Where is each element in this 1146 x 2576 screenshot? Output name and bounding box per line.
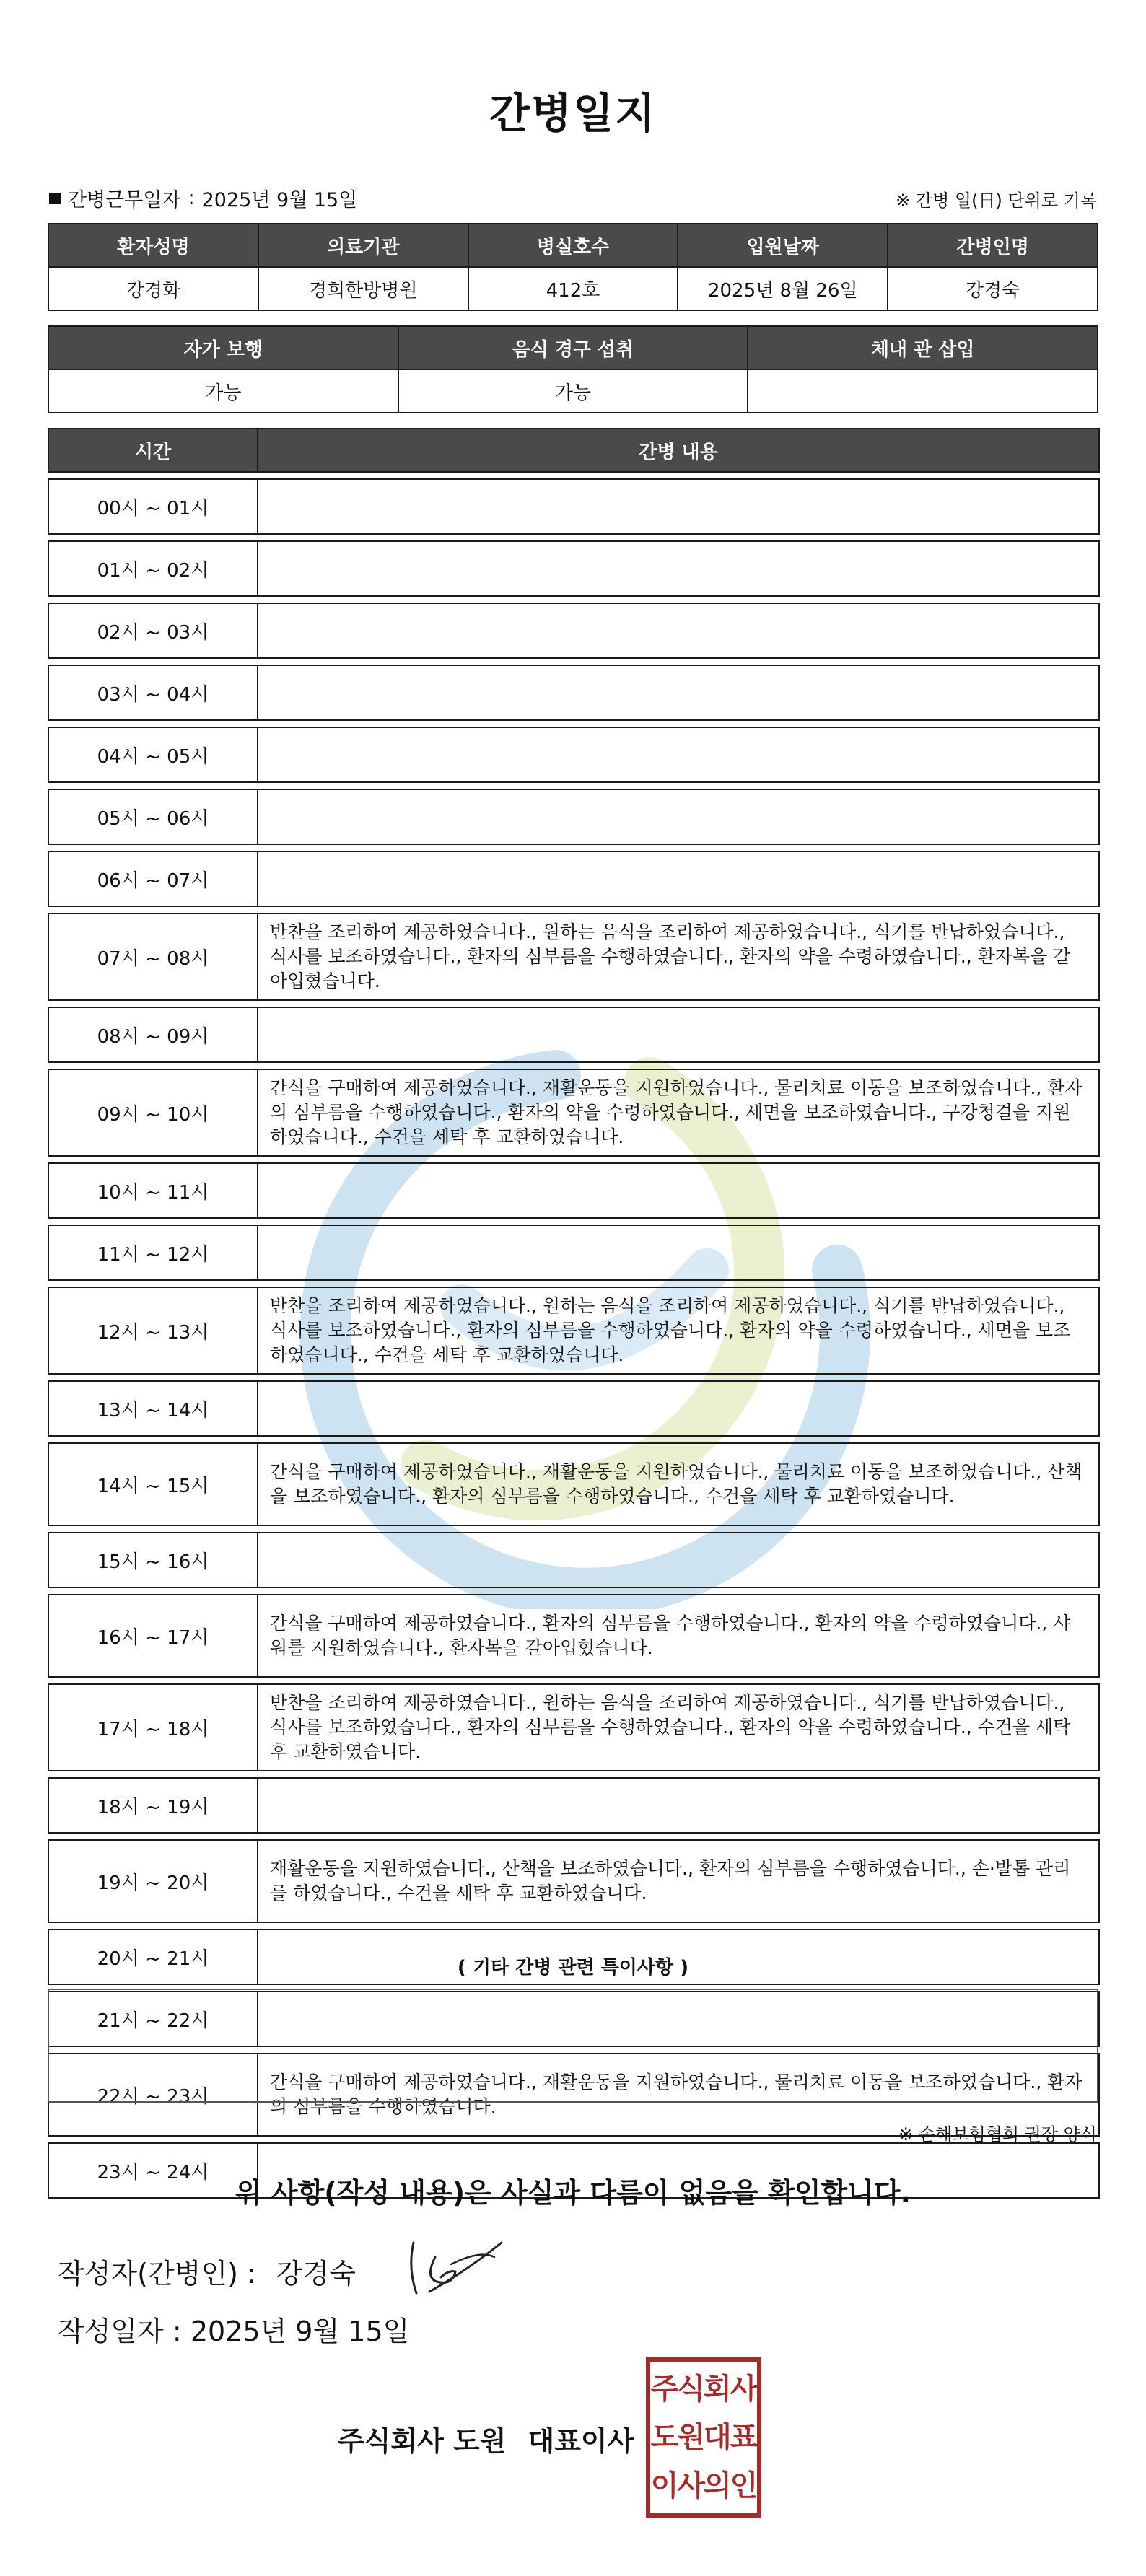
- log-header-row: [48, 429, 1099, 472]
- row-spacer: [48, 720, 1099, 727]
- oral-intake-value: 가능: [398, 369, 748, 413]
- time-slot-cell: 06시 ~ 07시: [48, 851, 258, 906]
- care-content-cell: [258, 479, 1099, 534]
- time-slot-cell: 01시 ~ 02시: [48, 541, 258, 596]
- row-spacer: [48, 1525, 1099, 1533]
- time-slot-cell: 08시 ~ 09시: [48, 1007, 258, 1062]
- row-spacer-cell: [48, 596, 1099, 603]
- header-self-walking: 자가 보행: [48, 326, 398, 369]
- time-slot-cell: 02시 ~ 03시: [48, 603, 258, 658]
- hourly-care-log-table: [48, 428, 1100, 2199]
- document-title: 간병일지: [489, 89, 657, 138]
- header-care-content: 간병 내용: [258, 429, 1099, 472]
- table-row: [48, 1533, 1099, 1587]
- care-content-cell: 반찬을 조리하여 제공하였습니다., 원하는 음식을 조리하여 제공하였습니다., 식기를 반납하였습니다., 식사를 보조하였습니다., 환자의 심부름을 수행하였습니다., 환자의 약을 수령하였습니다., 세면을 보조하였습니다., 수건을 세탁 후 교환하였습니다.: [258, 1287, 1099, 1374]
- time-slot-cell: 00시 ~ 01시: [48, 479, 258, 534]
- work-date-separator: :: [188, 187, 195, 209]
- patient-info-header-row: [48, 224, 1098, 267]
- patient-status-table: [48, 325, 1098, 413]
- row-spacer: [48, 1833, 1099, 1840]
- seal-line: 주식회사: [650, 2372, 757, 2406]
- time-slot-cell: 15시 ~ 16시: [48, 1533, 258, 1587]
- work-date-value: 2025년 9월 15일: [201, 189, 358, 211]
- row-spacer-cell: [48, 658, 1099, 665]
- company-name: 주식회사 도원: [338, 2425, 507, 2457]
- row-spacer-cell: [48, 1000, 1099, 1007]
- row-spacer: [48, 472, 1099, 479]
- time-slot-cell: 13시 ~ 14시: [48, 1381, 258, 1436]
- table-row: [48, 1443, 1099, 1525]
- care-content-cell: 간식을 구매하여 제공하였습니다., 환자의 심부름을 수행하였습니다., 환자의 약을 수령하였습니다., 샤워를 지원하였습니다., 환자복을 갈아입혔습니다.: [258, 1595, 1099, 1677]
- hospital-value: 경희한방병원: [258, 267, 468, 310]
- tube-insertion-value: [748, 369, 1098, 413]
- time-slot-cell: 16시 ~ 17시: [48, 1595, 258, 1677]
- row-spacer-cell: [48, 1833, 1099, 1840]
- row-spacer: [48, 1156, 1099, 1163]
- time-slot-cell: 21시 ~ 22시: [48, 1992, 258, 2046]
- care-content-cell: [258, 789, 1099, 844]
- bullet-square-icon: [49, 193, 61, 204]
- care-content-cell: [258, 603, 1099, 658]
- care-content-cell: 간식을 구매하여 제공하였습니다., 재활운동을 지원하였습니다., 물리치료 이동을 보조하였습니다., 산책을 보조하였습니다., 환자의 심부름을 수행하였습니다., 수건을 세탁 후 교환하였습니다.: [258, 1443, 1099, 1525]
- time-slot-cell: 05시 ~ 06시: [48, 789, 258, 844]
- row-spacer-cell: [48, 534, 1099, 541]
- row-spacer: [48, 1587, 1099, 1595]
- header-room-number: 병실호수: [468, 224, 678, 267]
- row-spacer-cell: [48, 906, 1099, 914]
- care-content-cell: [258, 1225, 1099, 1280]
- care-content-cell: [258, 1163, 1099, 1218]
- table-row: [48, 479, 1099, 534]
- writer-name: 강경숙: [276, 2258, 356, 2290]
- time-slot-cell: 18시 ~ 19시: [48, 1778, 258, 1833]
- row-spacer-cell: [48, 844, 1099, 851]
- header-hospital: 의료기관: [258, 224, 468, 267]
- table-row: [48, 1381, 1099, 1436]
- row-spacer: [48, 782, 1099, 789]
- row-spacer-cell: [48, 1771, 1099, 1778]
- time-slot-cell: 14시 ~ 15시: [48, 1443, 258, 1525]
- care-content-cell: [258, 1007, 1099, 1062]
- row-spacer-cell: [48, 1218, 1099, 1225]
- time-slot-cell: 17시 ~ 18시: [48, 1684, 258, 1771]
- time-slot-cell: 10시 ~ 11시: [48, 1163, 258, 1218]
- row-spacer: [48, 844, 1099, 851]
- time-slot-cell: 20시 ~ 21시: [48, 1929, 258, 1984]
- work-date-label: 간병근무일자: [68, 189, 181, 211]
- log-body: [48, 472, 1099, 2198]
- table-row: [48, 665, 1099, 720]
- writer-line: [58, 2251, 356, 2291]
- row-spacer: [48, 1218, 1099, 1225]
- time-slot-cell: 12시 ~ 13시: [48, 1287, 258, 1374]
- row-spacer-cell: [48, 472, 1099, 479]
- row-spacer: [48, 534, 1099, 541]
- written-date-label: 작성일자 :: [58, 2316, 182, 2347]
- time-slot-cell: 23시 ~ 24시: [48, 2143, 258, 2198]
- time-slot-cell: 04시 ~ 05시: [48, 727, 258, 782]
- header-caregiver-name: 간병인명: [888, 224, 1098, 267]
- row-spacer: [48, 1922, 1099, 1929]
- table-row: [48, 1684, 1099, 1771]
- company-seal-stamp: [646, 2357, 761, 2518]
- table-row: [48, 1163, 1099, 1218]
- row-spacer-cell: [48, 1156, 1099, 1163]
- table-row: [48, 727, 1099, 782]
- care-content-cell: 간식을 구매하여 제공하였습니다., 재활운동을 지원하였습니다., 물리치료 이동을 보조하였습니다., 환자의 심부름을 수행하였습니다., 환자의 약을 수령하였습니다., 세면을 보조하였습니다., 구강청결을 지원하였습니다., 수건을 세탁 후 교환하였습니다.: [258, 1069, 1099, 1156]
- status-header-row: [48, 326, 1098, 369]
- seal-line: 이사의인: [650, 2469, 757, 2503]
- care-content-cell: [258, 1381, 1099, 1436]
- self-walking-value: 가능: [48, 369, 398, 413]
- care-content-cell: 재활운동을 지원하였습니다., 산책을 보조하였습니다., 환자의 심부름을 수행하였습니다., 손·발톱 관리를 하였습니다., 수건을 세탁 후 교환하였습니다.: [258, 1840, 1099, 1922]
- patient-info-value-row: [48, 267, 1098, 310]
- confirmation-statement: 위 사항(작성 내용)은 사실과 다름이 없음을 확인합니다.: [235, 2177, 911, 2209]
- time-slot-cell: 09시 ~ 10시: [48, 1069, 258, 1156]
- company-signature-line: [338, 2419, 634, 2458]
- row-spacer: [48, 596, 1099, 603]
- special-notes-box: [48, 1989, 1098, 2103]
- work-date-line: [49, 184, 357, 212]
- header-tube-insertion: 체내 관 삽입: [748, 326, 1098, 369]
- row-spacer-cell: [48, 1525, 1099, 1533]
- time-slot-cell: 07시 ~ 08시: [48, 914, 258, 1000]
- table-row: [48, 851, 1099, 906]
- row-spacer: [48, 1374, 1099, 1381]
- time-slot-cell: 11시 ~ 12시: [48, 1225, 258, 1280]
- written-date-line: [58, 2309, 409, 2349]
- care-content-cell: [258, 1533, 1099, 1587]
- status-value-row: [48, 369, 1098, 413]
- table-row: [48, 1595, 1099, 1677]
- admission-date-value: 2025년 8월 26일: [678, 267, 888, 310]
- time-slot-cell: 19시 ~ 20시: [48, 1840, 258, 1922]
- row-spacer: [48, 1000, 1099, 1007]
- care-content-cell: [258, 1778, 1099, 1833]
- record-unit-note: ※ 간병 일(日) 단위로 기록: [896, 190, 1097, 211]
- time-slot-cell: 22시 ~ 23시: [48, 2054, 258, 2136]
- writer-label: 작성자(간병인) :: [58, 2258, 256, 2290]
- care-content-cell: [258, 727, 1099, 782]
- care-content-cell: [258, 665, 1099, 720]
- time-slot-cell: 03시 ~ 04시: [48, 665, 258, 720]
- table-row: [48, 541, 1099, 596]
- caregiver-name-value: 강경숙: [888, 267, 1098, 310]
- table-row: [48, 1225, 1099, 1280]
- care-content-cell: 간식을 구매하여 제공하였습니다., 재활운동을 지원하였습니다., 물리치료 이동을 보조하였습니다., 환자의 심부름을 수행하였습니다.: [258, 2054, 1099, 2136]
- row-spacer-cell: [48, 1062, 1099, 1069]
- row-spacer-cell: [48, 1436, 1099, 1443]
- table-row: [48, 914, 1099, 1000]
- seal-line: 도원대표: [650, 2420, 757, 2454]
- row-spacer: [48, 658, 1099, 665]
- row-spacer: [48, 1771, 1099, 1778]
- row-spacer-cell: [48, 1374, 1099, 1381]
- representative-title: 대표이사: [528, 2425, 634, 2457]
- patient-info-table: [48, 223, 1098, 311]
- row-spacer-cell: [48, 1922, 1099, 1929]
- header-admission-date: 입원날짜: [678, 224, 888, 267]
- row-spacer-cell: [48, 720, 1099, 727]
- care-content-cell: [258, 541, 1099, 596]
- row-spacer-cell: [48, 1280, 1099, 1287]
- header-time: 시간: [48, 429, 258, 472]
- table-row: [48, 1840, 1099, 1922]
- row-spacer: [48, 1436, 1099, 1443]
- form-source-note: ※ 손해보험협회 권장 양식: [898, 2124, 1097, 2145]
- row-spacer-cell: [48, 1677, 1099, 1684]
- header-oral-intake: 음식 경구 섭취: [398, 326, 748, 369]
- table-row: [48, 1007, 1099, 1062]
- room-number-value: 412호: [468, 267, 678, 310]
- patient-name-value: 강경화: [48, 267, 258, 310]
- row-spacer: [48, 1062, 1099, 1069]
- signature-icon: [401, 2235, 509, 2300]
- row-spacer-cell: [48, 782, 1099, 789]
- care-content-cell: [258, 851, 1099, 906]
- special-notes-title: ( 기타 간병 관련 특이사항 ): [457, 1957, 689, 1979]
- table-row: [48, 1778, 1099, 1833]
- row-spacer: [48, 1280, 1099, 1287]
- row-spacer: [48, 906, 1099, 914]
- table-row: [48, 603, 1099, 658]
- header-patient-name: 환자성명: [48, 224, 258, 267]
- care-content-cell: 반찬을 조리하여 제공하였습니다., 원하는 음식을 조리하여 제공하였습니다., 식기를 반납하였습니다., 식사를 보조하였습니다., 환자의 심부름을 수행하였습니다., 환자의 약을 수령하였습니다., 환자복을 갈아입혔습니다.: [258, 914, 1099, 1000]
- table-row: [48, 789, 1099, 844]
- row-spacer-cell: [48, 1587, 1099, 1595]
- table-row: [48, 1287, 1099, 1374]
- table-row: [48, 1069, 1099, 1156]
- written-date-value: 2025년 9월 15일: [190, 2316, 410, 2347]
- care-content-cell: 반찬을 조리하여 제공하였습니다., 원하는 음식을 조리하여 제공하였습니다., 식기를 반납하였습니다., 식사를 보조하였습니다., 환자의 심부름을 수행하였습니다., 환자의 약을 수령하였습니다., 수건을 세탁 후 교환하였습니다.: [258, 1684, 1099, 1771]
- row-spacer: [48, 1677, 1099, 1684]
